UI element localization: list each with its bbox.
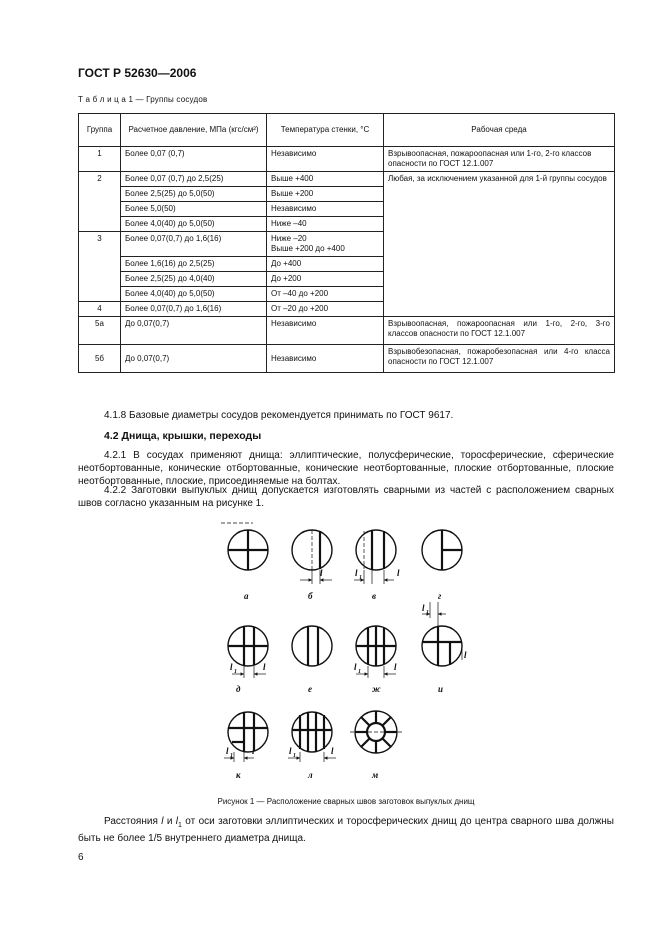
table-header-row [79,114,615,147]
cell-group: 3 [79,232,121,302]
dim-l: l [331,746,334,756]
dim-l: l [394,662,397,672]
dim-l1: l [355,568,358,578]
cell-temp [267,232,384,257]
cell-pressure: Более 0,07(0,7) до 1,6(16) [121,232,267,257]
cell-temp: До +400 [267,257,384,272]
diagram-b [292,530,332,584]
fig-label-k: к [236,770,241,780]
cell-temp: До +200 [267,272,384,287]
dim-l: l [263,662,266,672]
cell-temp: Независимо [267,345,384,373]
cell-medium: Взрывоопасная, пожароопасная или 1-го, 2-го классов опасности по ГОСТ 12.1.007 [384,147,615,172]
cell-pressure: Более 0,07 (0,7) [121,147,267,172]
cell-temp: Независимо [267,317,384,345]
dim-sub: 1 [293,753,296,759]
cell-temp-line1: Ниже –20 [271,234,307,243]
cell-pressure: До 0,07(0,7) [121,317,267,345]
cell-pressure: Более 2,5(25) до 5,0(50) [121,187,267,202]
paragraph-4-1-8: 4.1.8 Базовые диаметры сосудов рекомендуется принимать по ГОСТ 9617. [104,410,454,421]
cell-group: 2 [79,172,121,232]
symbol-l1-sub: 1 [178,822,182,829]
fig-label-v: в [372,591,377,601]
cell-pressure: Более 0,07 (0,7) до 2,5(25) [121,172,267,187]
diagram-e [292,626,332,666]
page-header: ГОСТ Р 52630—2006 [78,66,197,80]
fig-label-l: л [308,770,313,780]
cell-pressure: Более 2,5(25) до 4,0(40) [121,272,267,287]
cell-pressure: Более 4,0(40) до 5,0(50) [121,217,267,232]
cell-temp: Ниже –40 [267,217,384,232]
col-header-pressure: Расчетное давление, МПа (кгс/см²) [121,114,267,147]
paragraph-4-2-2: 4.2.2 Заготовки выпуклых днищ допускается изготовлять сварными из частей с расположением сварных швов согласно указанным на рисунке 1. [78,485,614,509]
table-caption: Т а б л и ц а 1 — Группы сосудов [78,95,208,104]
figure-caption: Рисунок 1 — Расположение сварных швов заготовок выпуклых днищ [217,797,475,806]
symbol-l1: l [175,816,179,827]
dim-sub: 1 [230,753,233,759]
cell-pressure: Более 5,0(50) [121,202,267,217]
col-header-group: Группа [79,114,121,147]
col-header-temp: Температура стенки, °С [267,114,384,147]
dim-l1: l [226,746,229,756]
table-row [79,147,615,172]
diagram-a [221,523,268,570]
cell-group: 5а [79,317,121,345]
section-heading-4-2: 4.2 Днища, крышки, переходы [104,430,262,442]
cell-pressure: До 0,07(0,7) [121,345,267,373]
diagram-m [350,711,402,753]
cell-temp: Независимо [267,147,384,172]
dim-sub: 1 [426,610,429,616]
cell-temp: От –40 до +200 [267,287,384,302]
diagram-zh [356,626,396,678]
dim-l: l [464,650,467,660]
fig-label-zh: ж [372,684,381,694]
vessel-groups-table [78,113,615,373]
fig-label-m: м [372,770,379,780]
cell-medium: Взрывоопасная, пожароопасная или 1-го, 2-го, 3-го классов опасности по ГОСТ 12.1.007 [384,317,615,345]
closing-text-start: Расстояния [104,816,158,827]
cell-pressure: Более 0,07(0,7) до 1,6(16) [121,302,267,317]
symbol-l: l [161,816,164,827]
cell-medium: Любая, за исключением указанной для 1-й группы сосудов [384,172,615,317]
fig-label-g: г [438,591,442,601]
cell-temp: Выше +200 [267,187,384,202]
fig-label-i: и [438,684,444,694]
dim-l1: l [230,662,233,672]
cell-pressure: Более 4,0(40) до 5,0(50) [121,287,267,302]
fig-label-a: а [244,591,249,601]
dim-l: l [320,568,323,578]
dim-l1: l [422,603,425,613]
page-number: 6 [78,852,84,863]
paragraph-4-2-1: 4.2.1 В сосудах применяют днища: эллиптические, полусферические, торосферические, сферические неотбортованные, конические отбортованные, конические неотбортованные, плоские отбортованные, плоские неотбортованные, плоские, присоединяемые на болтах. [78,450,614,487]
cell-temp: От –20 до +200 [267,302,384,317]
dim-sub: 1 [358,669,361,675]
dim-l: l [252,746,255,756]
dim-sub: 1 [234,669,237,675]
table-row [79,345,615,373]
closing-text-end: от оси заготовки эллиптических и торосферических днищ до центра сварного шва должны быть не более 1/5 внутреннего диаметра днища. [78,816,614,844]
cell-group: 4 [79,302,121,317]
diagram-g [422,530,462,570]
dim-l1: l [354,662,357,672]
col-header-medium: Рабочая среда [384,114,615,147]
table-row [79,172,615,187]
closing-and: и [163,816,176,827]
dim-sub: 1 [359,575,362,581]
cell-group: 5б [79,345,121,373]
cell-group: 1 [79,147,121,172]
cell-temp: Выше +400 [267,172,384,187]
dim-l: l [397,568,400,578]
table-row [79,317,615,345]
cell-temp-line2: Выше +200 до +400 [271,244,345,253]
cell-medium: Взрывобезопасная, пожаробезопасная или 4-го класса опасности по ГОСТ 12.1.007 [384,345,615,373]
weld-seams-figure [200,518,490,783]
dim-l1: l [289,746,292,756]
closing-paragraph [78,815,614,845]
cell-pressure: Более 1,6(16) до 2,5(25) [121,257,267,272]
fig-label-e: е [308,684,312,694]
fig-label-d: д [236,684,241,694]
cell-temp: Независимо [267,202,384,217]
fig-label-b: б [308,591,313,601]
